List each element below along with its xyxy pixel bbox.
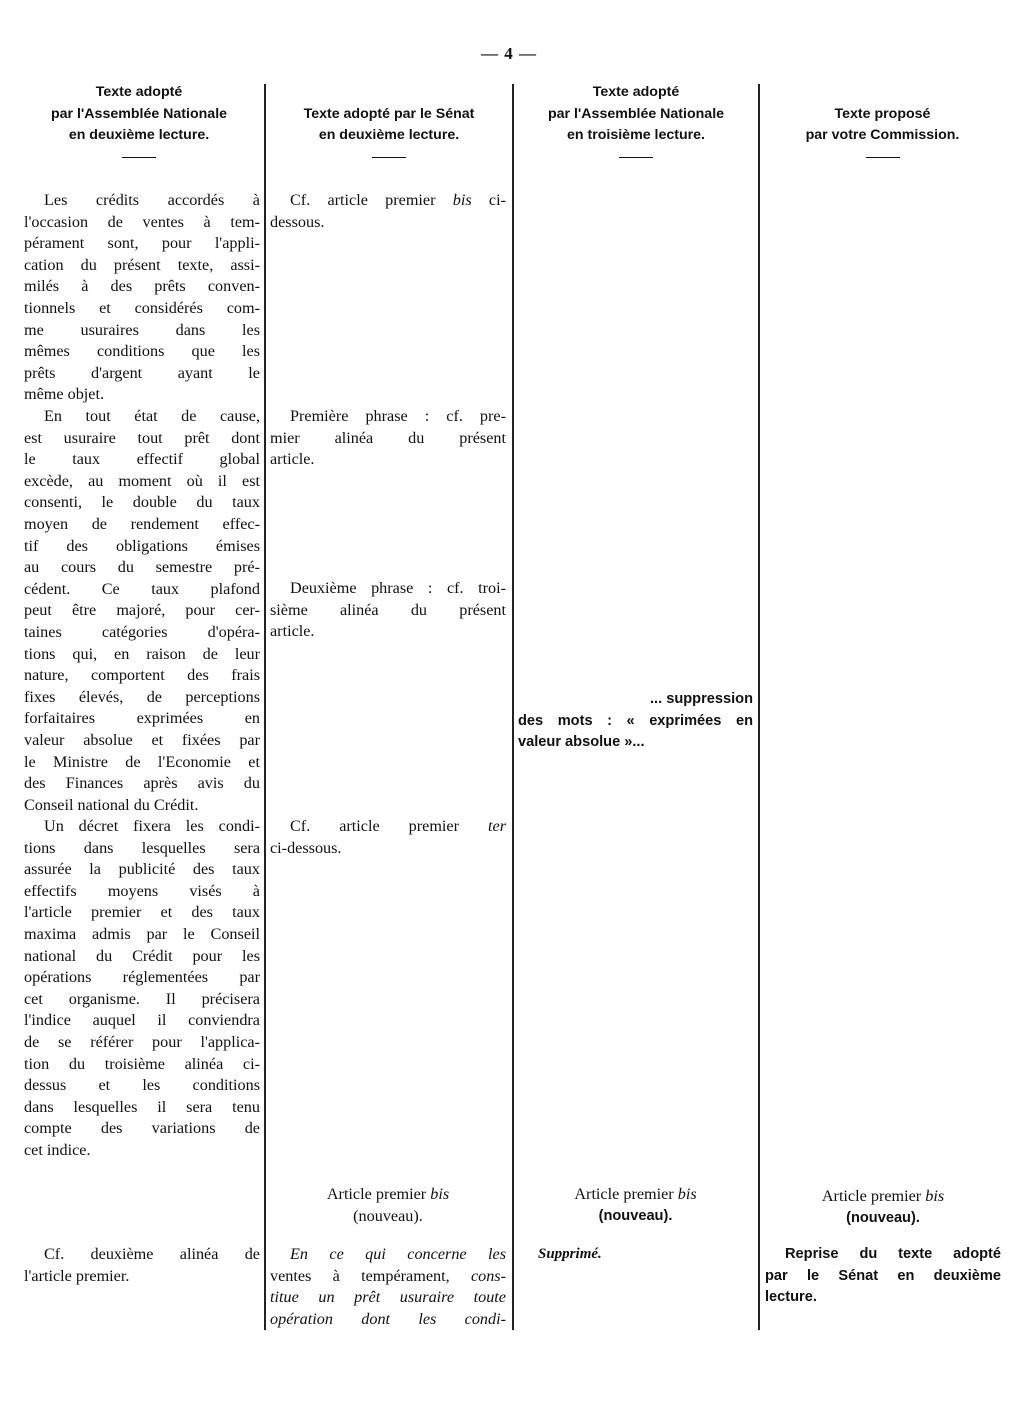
- text-line: tion du troisième alinéa ci-: [24, 1054, 260, 1073]
- text-line: tions dans lesquelles sera: [24, 838, 260, 857]
- col2-para5-line2b: cons-: [470, 1266, 506, 1285]
- text-line: l'article premier.: [24, 1266, 130, 1285]
- column-divider-3: [758, 84, 760, 1330]
- col2-para4-text: Cf. article premier: [290, 817, 489, 835]
- col2-article-heading: [270, 1184, 506, 1227]
- col4-reprise-line2: par le Sénat en deuxième: [765, 1267, 1001, 1284]
- col2-heading-line2: (nouveau).: [353, 1206, 423, 1225]
- text-line: taines catégories d'opéra-: [24, 622, 260, 641]
- col4-article-heading: [765, 1186, 1001, 1229]
- header-col3-rule: [619, 157, 653, 159]
- text-line: Première phrase : cf. pre-: [290, 407, 506, 425]
- col2-para5-line4: opération dont les condi-: [270, 1309, 506, 1328]
- text-line: national du Crédit pour les: [24, 946, 260, 965]
- col3-supprime: Supprimé.: [538, 1246, 602, 1262]
- text-line: cet organisme. Il précisera: [24, 989, 260, 1008]
- text-line: fixes élevés, de perceptions: [24, 687, 260, 706]
- header-col4-rule: [866, 157, 900, 159]
- col2-para5-line1: En ce qui concerne les: [290, 1245, 506, 1263]
- col2-para1-text: Cf. article premier: [290, 191, 453, 209]
- header-col3-line2: par l'Assemblée Nationale: [547, 105, 725, 122]
- text-line: cation du présent texte, assi-: [24, 255, 260, 274]
- text-line: tif des obligations émises: [24, 536, 260, 555]
- text-line: l'occasion de ventes à tem-: [24, 212, 260, 231]
- header-col2-rule: [372, 157, 406, 159]
- text-line: est usuraire tout prêt dont: [24, 428, 260, 447]
- text-line: moyen de rendement effec-: [24, 514, 260, 533]
- text-line: valeur absolue et fixées par: [24, 730, 260, 749]
- text-line: de se référer pour l'applica-: [24, 1032, 260, 1051]
- header-col2-line2: en deuxième lecture.: [318, 127, 460, 143]
- text-line: Conseil national du Crédit.: [24, 795, 199, 814]
- col2-para5: [270, 1244, 506, 1330]
- text-line: Deuxième phrase : cf. troi-: [290, 579, 506, 597]
- col2-para4-line2: ci-dessous.: [270, 838, 342, 857]
- text-line: excède, au moment où il est: [24, 471, 260, 490]
- col3-amend-line3: valeur absolue »...: [518, 734, 645, 751]
- col4-reprise: [765, 1244, 1001, 1309]
- col2-heading-text: Article premier: [326, 1185, 431, 1203]
- header-col4-line2: par votre Commission.: [805, 127, 960, 143]
- col2-para3: [270, 578, 506, 643]
- col4-reprise-line1: Reprise du texte adopté: [785, 1246, 1001, 1262]
- text-line: Cf. deuxième alinéa de: [44, 1245, 260, 1263]
- text-line: cédent. Ce taux plafond: [24, 579, 260, 598]
- text-line: cet indice.: [24, 1140, 91, 1159]
- text-line: au cours du semestre pré-: [24, 558, 260, 577]
- col2-para1-italic: bis: [452, 191, 472, 209]
- text-line: dans lesquelles il sera tenu: [24, 1097, 260, 1116]
- col3-heading-text: Article premier: [574, 1185, 678, 1203]
- text-line: même objet.: [24, 385, 105, 404]
- col3-heading-line2: (nouveau).: [598, 1207, 673, 1224]
- col4-heading-italic: bis: [925, 1187, 945, 1205]
- col3-article-heading: [518, 1184, 753, 1227]
- text-line: consenti, le double du taux: [24, 493, 260, 512]
- header-col1-line1: Texte adopté: [95, 84, 183, 100]
- text-line: Les crédits accordés à: [44, 191, 260, 209]
- col4-heading-text: Article premier: [821, 1187, 926, 1205]
- column-divider-1: [264, 84, 266, 1330]
- header-col4-line1: Texte proposé: [834, 105, 931, 122]
- text-line: Un décret fixera les condi-: [44, 817, 260, 835]
- col2-para5-line2a: ventes à tempérament,: [270, 1266, 450, 1285]
- header-col1: [14, 82, 264, 158]
- text-line: le taux effectif global: [24, 450, 260, 469]
- col2-para2: [270, 406, 506, 471]
- text-line: effectifs moyens visés à: [24, 881, 260, 900]
- col2-heading-italic: bis: [430, 1185, 450, 1203]
- header-col1-rule: [122, 157, 156, 159]
- text-line: des Finances après avis du: [24, 774, 260, 793]
- text-line: pérament sont, pour l'appli-: [24, 234, 260, 253]
- text-line: milés à des prêts conven-: [24, 277, 260, 296]
- text-line: maxima admis par le Conseil: [24, 924, 260, 943]
- col2-para1: [270, 190, 506, 233]
- col2-para1-line2: dessous.: [270, 212, 325, 231]
- text-line: tions qui, en raison de leur: [24, 644, 260, 663]
- col1-para1: [24, 190, 260, 406]
- header-col4: [760, 104, 1005, 159]
- col2-para5-line3: titue un prêt usuraire toute: [270, 1288, 506, 1307]
- header-col3-line3: en troisième lecture.: [567, 127, 705, 143]
- col2-para4: [270, 816, 506, 859]
- header-col1-line3: en deuxième lecture.: [68, 127, 210, 143]
- col1-para4: [24, 1244, 260, 1287]
- text-line: opérations réglementées par: [24, 968, 260, 987]
- text-line: l'indice auquel il conviendra: [24, 1011, 260, 1030]
- col1-para2: [24, 406, 260, 816]
- text-line: dessus et les conditions: [24, 1076, 260, 1095]
- text-line: forfaitaires exprimées en: [24, 709, 260, 728]
- col3-amend-line2: des mots : « exprimées en: [518, 712, 753, 729]
- col4-heading-line2: (nouveau).: [846, 1209, 920, 1226]
- text-line: article.: [270, 450, 315, 469]
- text-line: peut être majoré, pour cer-: [24, 601, 260, 620]
- text-line: mier alinéa du présent: [270, 428, 506, 447]
- text-line: l'article premier et des taux: [24, 903, 260, 922]
- text-line: mêmes conditions que les: [24, 342, 260, 361]
- page-number: — 4 —: [481, 44, 537, 63]
- text-line: En tout état de cause,: [44, 407, 260, 425]
- col4-reprise-line3: lecture.: [765, 1289, 817, 1306]
- col2-para1-after: ci-: [471, 191, 506, 209]
- text-line: sième alinéa du présent: [270, 600, 506, 619]
- header-col3-line1: Texte adopté: [592, 84, 680, 100]
- col2-para4-italic: ter: [488, 817, 506, 835]
- text-line: le Ministre de l'Economie et: [24, 752, 260, 771]
- column-divider-2: [512, 84, 514, 1330]
- col3-heading-italic: bis: [677, 1185, 697, 1203]
- col1-para3: [24, 816, 260, 1162]
- header-col2-line1: Texte adopté par le Sénat: [303, 105, 475, 122]
- text-line: prêts d'argent ayant le: [24, 363, 260, 382]
- text-line: assurée la publicité des taux: [24, 860, 260, 879]
- text-line: nature, comportent des frais: [24, 666, 260, 685]
- header-col3: [512, 82, 760, 158]
- text-line: article.: [270, 622, 315, 641]
- header-col2: [264, 104, 514, 159]
- text-line: compte des variations de: [24, 1119, 260, 1138]
- text-line: me usuraires dans les: [24, 320, 260, 339]
- text-line: tionnels et considérés com-: [24, 298, 260, 317]
- header-col1-line2: par l'Assemblée Nationale: [50, 105, 228, 122]
- col3-amend-line1: ... suppression: [650, 691, 753, 707]
- col3-amendment: [518, 689, 753, 754]
